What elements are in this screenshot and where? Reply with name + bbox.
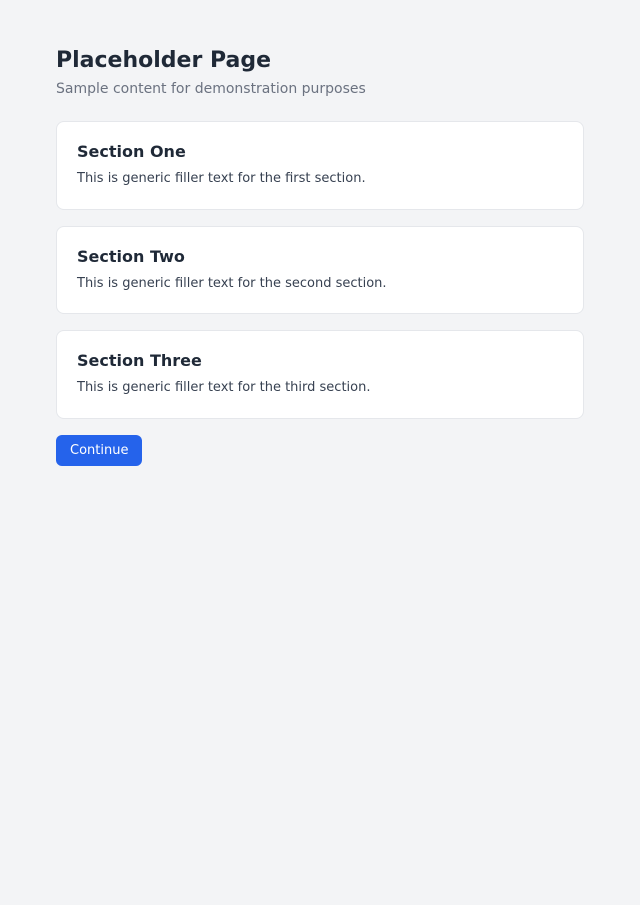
continue-button[interactable]: Continue <box>56 435 142 466</box>
page-title: Placeholder Page <box>56 48 272 73</box>
card <box>56 226 584 315</box>
card-body: This is generic filler text for the first section. <box>77 171 366 186</box>
card <box>56 121 584 210</box>
card <box>56 330 584 419</box>
card-title: Section One <box>77 142 186 161</box>
card-title: Section Three <box>77 351 202 370</box>
card-body: This is generic filler text for the second section. <box>77 275 387 291</box>
card-title: Section Two <box>77 246 185 266</box>
card-body: This is generic filler text for the third section. <box>77 380 371 395</box>
page-subtitle: Sample content for demonstration purposes <box>56 81 366 97</box>
